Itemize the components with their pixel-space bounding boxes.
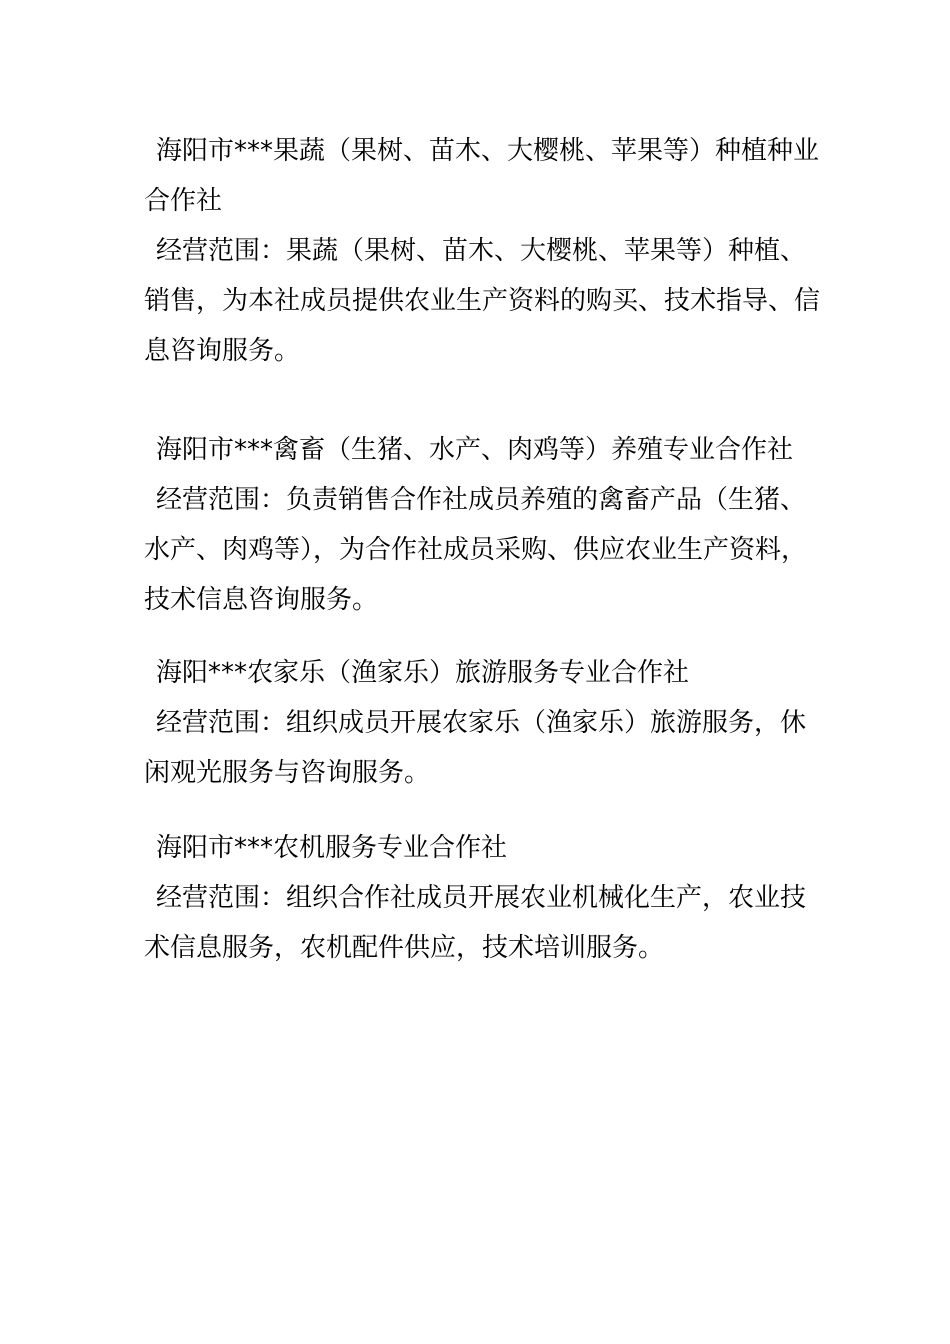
- business-scope: 经营范围：负责销售合作社成员养殖的禽畜产品（生猪、水产、肉鸡等），为合作社成员采购、供应农业生产资料，技术信息咨询服务。: [144, 485, 808, 615]
- cooperative-name: 海阳***农家乐（渔家乐）旅游服务专业合作社: [156, 658, 690, 688]
- cooperative-name: 海阳市***禽畜（生猪、水产、肉鸡等）养殖专业合作社: [156, 435, 794, 465]
- cooperative-entry: [144, 126, 824, 376]
- cooperative-entry: [144, 823, 824, 973]
- business-scope: 经营范围：果蔬（果树、苗木、大樱桃、苹果等）种植、销售，为本社成员提供农业生产资料的购买、技术指导、信息咨询服务。: [144, 236, 821, 366]
- cooperative-name: 海阳市***农机服务专业合作社: [156, 833, 508, 863]
- business-scope: 经营范围：组织合作社成员开展农业机械化生产，农业技术信息服务，农机配件供应，技术培训服务。: [144, 883, 807, 963]
- cooperative-name: 海阳市***果蔬（果树、苗木、大樱桃、苹果等）种植种业合作社: [144, 136, 820, 216]
- business-scope: 经营范围：组织成员开展农家乐（渔家乐）旅游服务，休闲观光服务与咨询服务。: [144, 708, 807, 788]
- cooperative-entry: [144, 648, 824, 798]
- cooperative-entry: [144, 425, 824, 625]
